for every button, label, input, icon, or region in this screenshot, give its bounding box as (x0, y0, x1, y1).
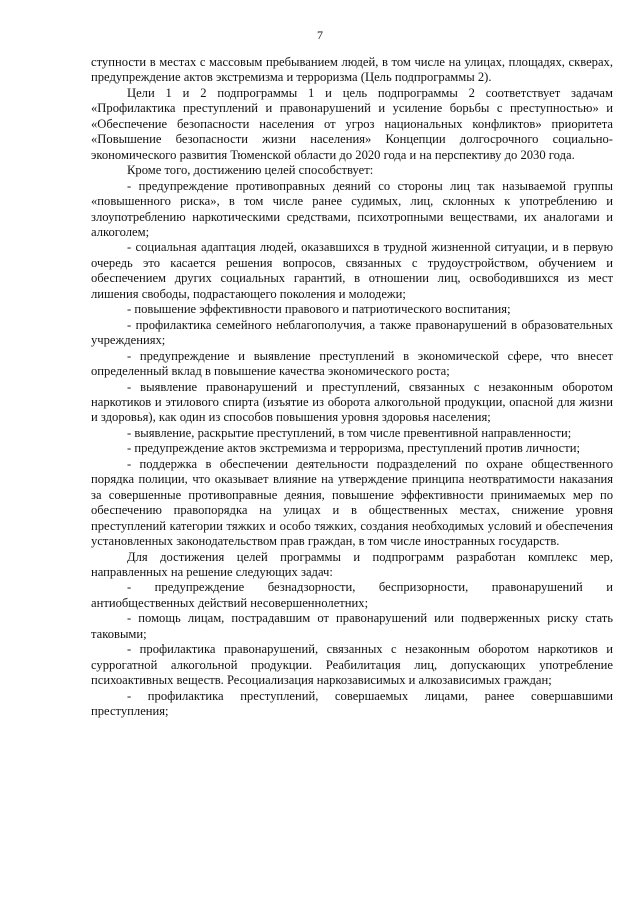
paragraph-continuation: ступности в местах с массовым пребыванием людей, в том числе на улицах, площадях, скверах, предупреждение актов экстремизма и терроризма (Цель подпрограммы 2). (91, 55, 613, 85)
paragraph-goals: Цели 1 и 2 подпрограммы 1 и цель подпрограммы 2 соответствует задачам «Профилактика преступлений и правонарушений и усиление борьбы с преступностью» и «Обеспечение безопасности населения от угроз национальных конфликтов» приоритета «Повышение безопасности жизни населения» Концепции долгосрочного социально-экономического развития Тюменской области до 2020 года и на перспективу до 2030 года. (91, 85, 613, 162)
list-item: - выявление, раскрытие преступлений, в том числе превентивной направленности; (127, 425, 572, 440)
list-item: - профилактика преступлений, совершаемых лицами, ранее совершавшими преступления; (91, 688, 613, 719)
list-item: - предупреждение безнадзорности, беспризорности, правонарушений и антиобщественных действий несовершеннолетних; (91, 580, 613, 610)
list-item: - профилактика правонарушений, связанных с незаконным оборотом наркотиков и суррогатной алкогольной продукции. Реабилитация лиц, допускающих употребление психоактивных веществ. Ресоциализация наркозависимых и алкозависимых граждан; (91, 642, 613, 688)
document-body (91, 55, 613, 719)
page-number: 7 (317, 28, 323, 42)
paragraph-intro: Кроме того, достижению целей способствует: (127, 163, 374, 178)
list-item: - предупреждение противоправных деяний со стороны лиц так называемой группы «повышенного риска», в том числе ранее судимых, лиц, склонных к употреблению и злоупотреблению наркотическими средствами, психотропными веществами, их аналогами и алкоголем; (91, 178, 613, 239)
list-item: - помощь лицам, пострадавшим от правонарушений или подверженных риску стать таковыми; (91, 611, 613, 641)
list-item: - повышение эффективности правового и патриотического воспитания; (127, 302, 511, 317)
list-item: - выявление правонарушений и преступлений, связанных с незаконным оборотом наркотиков и этилового спирта (изъятие из оборота алкогольной продукции, опасной для жизни и здоровья), как один из способов повышения уровня здоровья населения; (91, 379, 613, 425)
list-item: - поддержка в обеспечении деятельности подразделений по охране общественного порядка полиции, что оказывает влияние на утверждение принципа неотвратимости наказания за совершенные противоправные деяния, повышение эффективности принимаемых мер по обеспечению правопорядка на улицах и в общественных местах, снижение уровня преступлений категории тяжких и особо тяжких, создания необходимых условий и обеспечения установленных законодательством прав граждан, в том числе иностранных государств. (91, 456, 613, 549)
list-item: - предупреждение и выявление преступлений в экономической сфере, что внесет определенный вклад в повышение качества экономического роста; (91, 348, 613, 379)
list-item: - профилактика семейного неблагополучия, а также правонарушений в образовательных учреждениях; (91, 317, 613, 348)
list-item: - социальная адаптация людей, оказавшихся в трудной жизненной ситуации, и в первую очередь это касается решения вопросов, связанных с трудоустройством, обучением и обеспечением других социальных гарантий, в отношении лиц, освободившихся из мест лишения свободы, подрастающего поколения и молодежи; (91, 240, 613, 301)
paragraph-tasks-intro: Для достижения целей программы и подпрограмм разработан комплекс мер, направленных на решение следующих задач: (91, 549, 613, 579)
list-item: - предупреждение актов экстремизма и терроризма, преступлений против личности; (127, 441, 580, 456)
